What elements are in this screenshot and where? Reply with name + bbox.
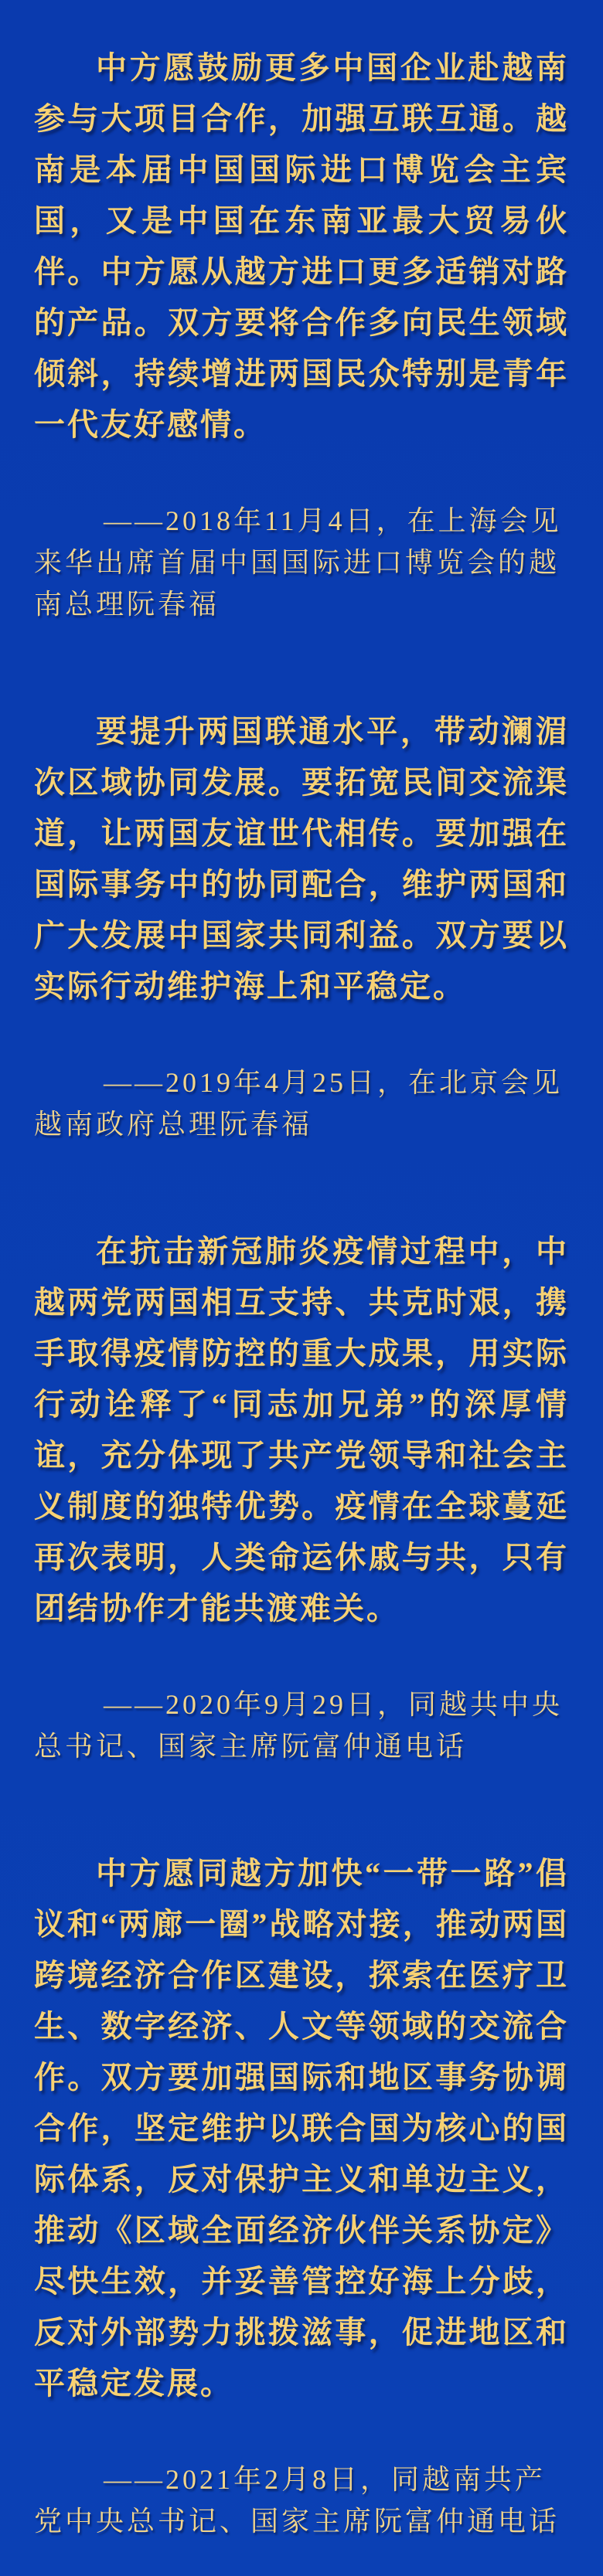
- quote-paragraph: 中方愿同越方加快“一带一路”倡议和“两廊一圈”战略对接，推动两国跨境经济合作区建设，探索在医疗卫生、数字经济、人文等领域的交流合作。双方要加强国际和地区事务协调合作，坚定维护以联合国为核心的国际体系，反对保护主义和单边主义，推动《区域全面经济伙伴关系协定》尽快生效，并妥善管控好海上分歧，反对外部势力挑拨滋事，促进地区和平稳定发展。: [34, 1856, 569, 2401]
- quote-entry-3: [34, 1226, 569, 1767]
- quote-paragraph: 要提升两国联通水平，带动澜湄次区域协同发展。要拓宽民间交流渠道，让两国友谊世代相传。要加强在国际事务中的协同配合，维护两国和广大发展中国家共同利益。双方要以实际行动维护海上和平稳定。: [34, 714, 569, 1004]
- quote-attribution: ——2019年4月25日，在北京会见越南政府总理阮春福: [34, 1067, 564, 1140]
- quote-entry-1: [34, 42, 569, 625]
- quote-attribution: ——2020年9月29日，同越共中央总书记、国家主席阮富仲通电话: [34, 1689, 564, 1762]
- quote-attribution: ——2018年11月4日，在上海会见来华出席首届中国国际进口博览会的越南总理阮春福: [34, 505, 562, 620]
- quote-paragraph: 在抗击新冠肺炎疫情过程中，中越两党两国相互支持、共克时艰，携手取得疫情防控的重大成果，用实际行动诠释了“同志加兄弟”的深厚情谊，充分体现了共产党领导和社会主义制度的独特优势。疫情在全球蔓延再次表明，人类命运休戚与共，只有团结协作才能共渡难关。: [34, 1234, 569, 1626]
- quote-attribution: ——2021年2月8日，同越南共产党中央总书记、国家主席阮富仲通电话: [34, 2464, 560, 2537]
- quote-paragraph: 中方愿鼓励更多中国企业赴越南参与大项目合作，加强互联互通。越南是本届中国国际进口博览会主宾国，又是中国在东南亚最大贸易伙伴。中方愿从越方进口更多适销对路的产品。双方要将合作多向民生领域倾斜，持续增进两国民众特别是青年一代友好感情。: [34, 50, 569, 442]
- quote-entry-2: [34, 706, 569, 1145]
- quote-entry-4: [34, 1848, 569, 2542]
